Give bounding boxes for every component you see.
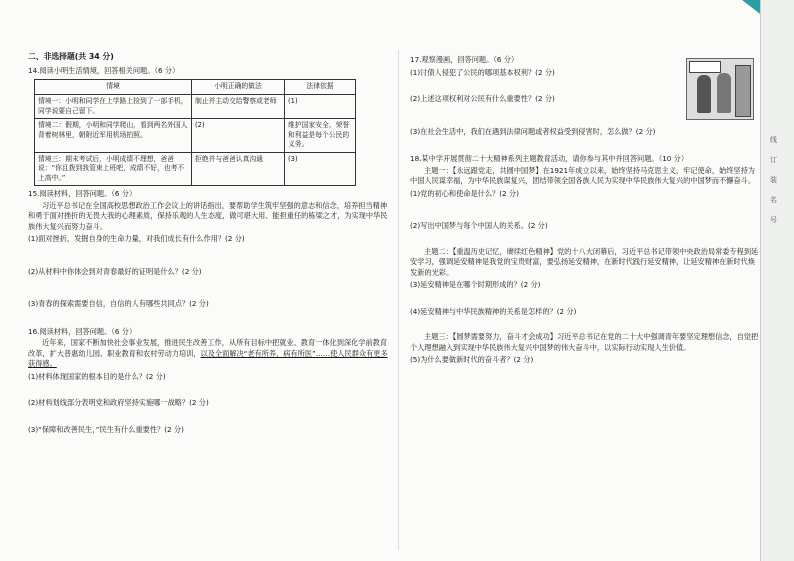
question-14 — [28, 66, 388, 187]
q16-stem: 16.阅读材料，回答问题。（6 分） — [28, 326, 137, 336]
table-header: 小明正确的做法 — [192, 80, 285, 95]
q18-sub-5: (5)为什么要做新时代的奋斗者？(2 分) — [410, 355, 534, 364]
q17-sub-3: (3)在社会生活中，我们在遇到法律问题或者权益受到侵害时，怎么做？(2 分) — [410, 126, 656, 136]
table-cell: 制止并主动交给警察或老师 — [192, 95, 285, 119]
q16-sub-1: (1)材料体现国家的根本目的是什么？(2 分) — [28, 371, 166, 381]
q15-stem: 15.阅读材料，回答问题。（6 分） — [28, 189, 137, 198]
q15-sub-3: (3)青春的探索需要自信，自信的人有哪些共同点？(2 分) — [28, 299, 209, 308]
question-18 — [410, 154, 760, 366]
q16-sub-3: (3)“保障和改善民生，”民生有什么重要性？(2 分) — [28, 424, 184, 434]
table-row — [35, 95, 356, 119]
q18-sub-3: (3)延安精神是在哪个时期形成的？(2 分) — [410, 280, 541, 289]
q18-theme-1: 主题一：【永远跟党走，共圆中国梦】在1921年成立以来，始终坚持马克思主义，牢记使命，始终坚持为中国人民谋幸福，为中华民族谋复兴，团结带领全国各族人民为实现中华民族伟大复兴的中国梦而不懈奋斗。 — [410, 165, 756, 185]
q17-sub-1: (1)讨债人侵犯了公民的哪项基本权利？(2 分) — [410, 67, 555, 77]
table-cell: (2) — [192, 119, 285, 153]
binding-char: 号 — [770, 216, 777, 224]
q18-sub-2: (2)写出中国梦与每个中国人的关系。(2 分) — [410, 221, 548, 230]
q18-stem: 18.某中学开展贯彻二十大精神系列主题教育活动，请你参与其中并回答问题。（10 分） — [410, 154, 689, 163]
table-cell: 情境三：期末考试后，小明成绩不理想，爸爸说：“你且拨到我管束上班吧，成绩不好，也考不上高中。” — [35, 152, 192, 186]
table-cell: 维护国家安全、荣誉和利益是每个公民的义务。 — [285, 119, 356, 153]
table-cell: (3) — [285, 152, 356, 186]
cartoon-sign — [689, 61, 721, 73]
q15-material: 习近平总书记在全国高校思想政治工作会议上的讲话指出，要帮助学生筑牢坚强的意志和信念，培养担当精神和勇于面对挫折的无畏大我的心理素质，保持乐观的人生态度，做可堪大用、能担重任的栋梁之才，为实现中华民族伟大复兴而努力奋斗。 — [28, 200, 388, 231]
q18-theme-2: 主题二：【重温历史记忆，赓续红色精神】党的十八大闭幕后，习近平总书记带领中央政治局常委专程到延安学习，强调延安精神是我党的宝贵财富，要弘扬延安精神，在新时代践行延安精神，让延安精神在新时代焕发新的光彩。 — [410, 246, 759, 277]
table-cell: 情境二：假期，小明和同学爬山，看到两名外国人背着树林里，朝附近军用机场拍照。 — [35, 119, 192, 153]
q16-sub-2: (2)材料划线部分表明党和政府坚持实施哪一战略？(2 分) — [28, 398, 209, 407]
table-cell: 情境一：小明和同学在上学路上捡到了一部手机，同学说要自己留下。 — [35, 95, 192, 119]
question-16 — [28, 327, 388, 436]
cartoon-door — [735, 65, 751, 117]
table-header: 情境 — [35, 80, 192, 95]
binding-char: 名 — [770, 196, 777, 204]
q16-material-underlined: 以及全面解决“老有所养，病有所医”……使人民群众有更多获得感。 — [28, 348, 388, 368]
q15-sub-1: (1)面对挫折，发掘自身的生命力量，对我们成长有什么作用？(2 分) — [28, 234, 245, 243]
q14-table — [34, 79, 356, 186]
binding-labels — [770, 130, 782, 230]
q17-stem: 17.观察漫画，回答问题。（6 分） — [410, 55, 519, 64]
q15-sub-2: (2)从材料中你体会到对青春最好的证明是什么？(2 分) — [28, 266, 202, 276]
binding-char: 线 — [770, 136, 777, 144]
question-15 — [28, 189, 388, 324]
q18-sub-1: (1)党的初心和使命是什么？(2 分) — [410, 188, 519, 198]
table-cell: 拒绝并与爸爸认真沟通 — [192, 152, 285, 186]
q16-material — [28, 338, 388, 370]
cartoon-figure — [717, 73, 731, 113]
binding-char: 装 — [770, 176, 777, 184]
q18-sub-4: (4)延安精神与中华民族精神的关系是怎样的？(2 分) — [410, 306, 577, 316]
table-cell: (1) — [285, 95, 356, 119]
section-title: 二、非选择题(共 34 分) — [28, 52, 114, 61]
binding-margin — [760, 0, 794, 561]
cartoon-image — [686, 58, 754, 120]
table-row — [35, 152, 356, 186]
table-row — [35, 119, 356, 153]
binding-char: 订 — [770, 156, 777, 164]
q14-stem: 14.阅读小明生活情境，回答相关问题。（6 分） — [28, 65, 180, 75]
column-divider — [398, 50, 399, 550]
table-header: 法律依据 — [285, 80, 356, 95]
q18-theme-3: 主题三：【圆梦需要努力，奋斗才会成功】习近平总书记在党的二十大中强调青年要坚定理想信念，自觉把个人理想融入到实现中华民族伟大复兴中国梦的伟大奋斗中，以实际行动实现人生价值。 — [410, 332, 759, 352]
cartoon-figure — [697, 75, 711, 113]
q16-material-a: 近年来，国家不断加快社会事业发展，推进民生改善工作，从所有目标中把就业、教育一体化到深化学前教育改革，扩大普惠幼儿园、职业教育和农村劳动力培训， — [28, 338, 388, 358]
left-column — [28, 52, 388, 435]
q17-sub-2: (2)上述这项权利对公民有什么重要性？(2 分) — [410, 94, 555, 103]
